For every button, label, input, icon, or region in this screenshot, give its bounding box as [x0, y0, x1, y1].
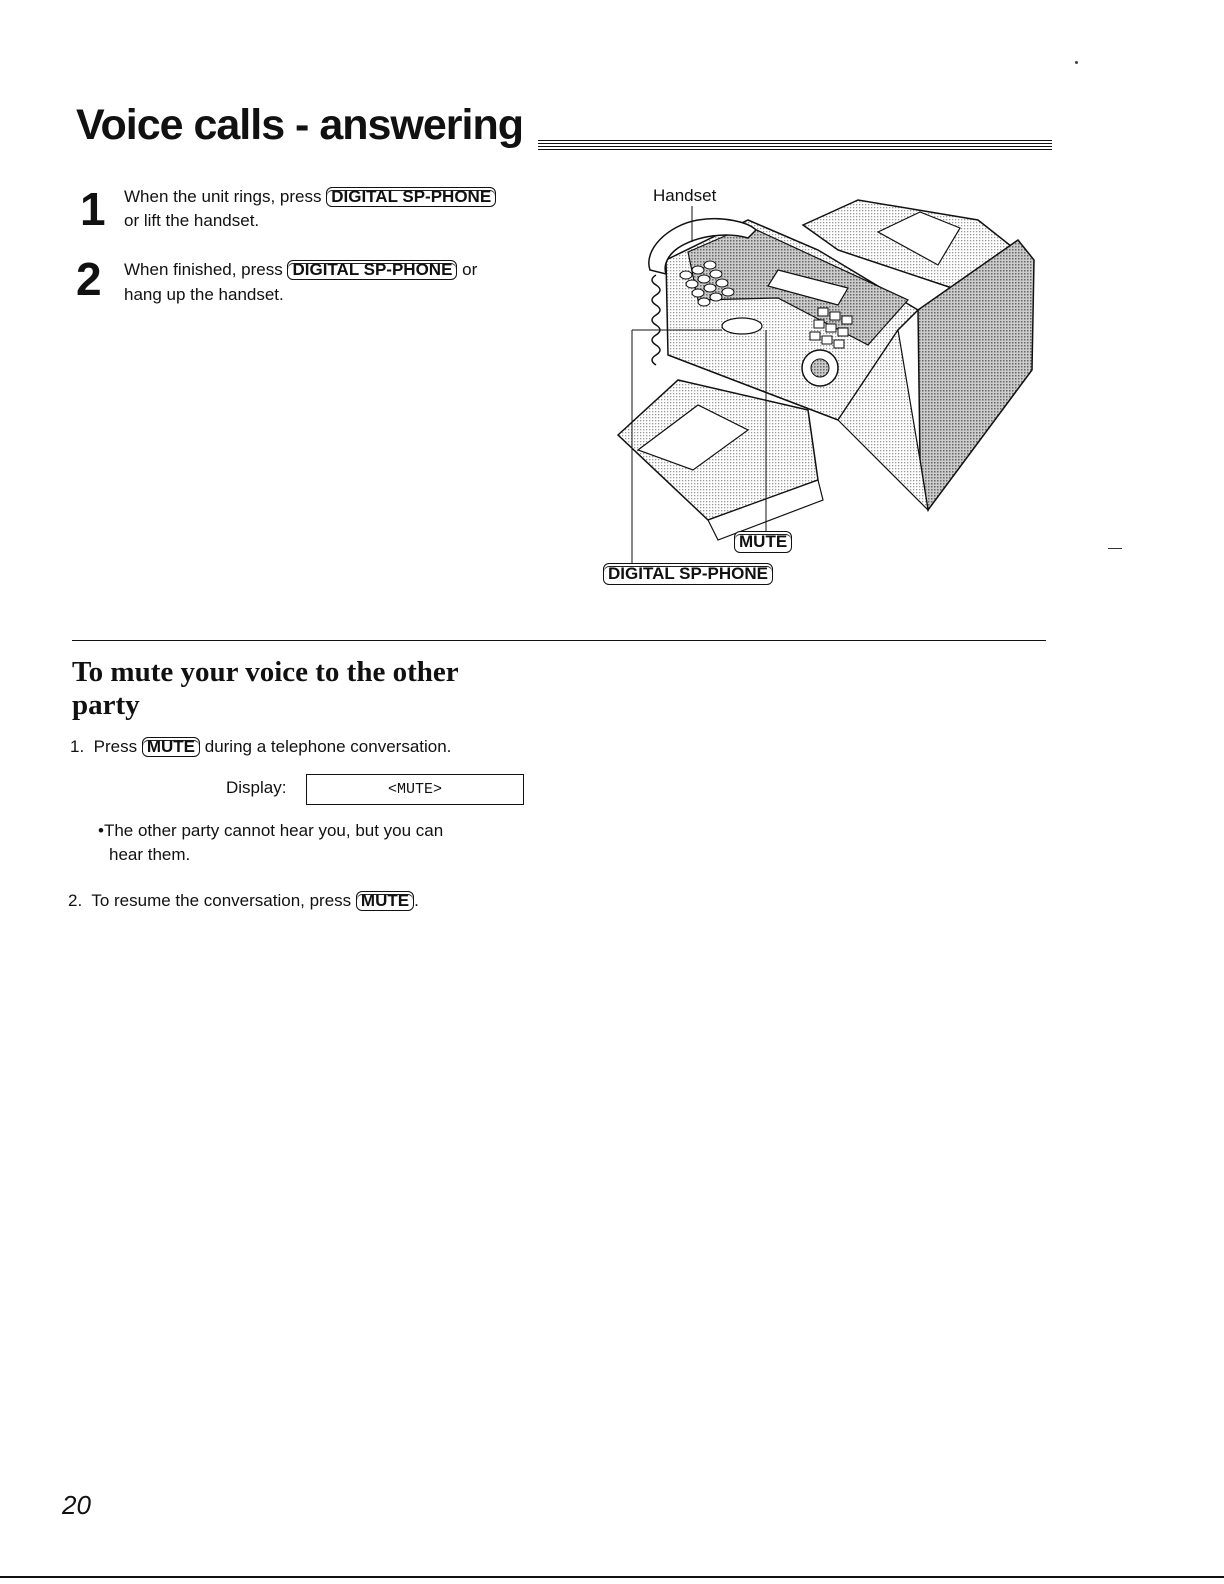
- scan-speck: [1075, 61, 1078, 64]
- mute-callout: [734, 531, 792, 553]
- digital-sp-phone-key: DIGITAL SP-PHONE: [287, 260, 457, 280]
- digital-sp-phone-key: DIGITAL SP-PHONE: [326, 187, 496, 207]
- lcd-display: <MUTE>: [306, 774, 524, 805]
- digital-sp-phone-key: DIGITAL SP-PHONE: [603, 563, 773, 585]
- mute-key: MUTE: [734, 531, 792, 553]
- mute-step-2-suffix: .: [414, 891, 419, 910]
- step-1-line-2: or lift the handset.: [124, 211, 260, 230]
- fax-machine-drawing: [598, 180, 1044, 590]
- mute-step-2-text: 2. To resume the conversation, press: [68, 891, 352, 910]
- step-2-line-2: hang up the handset.: [124, 285, 284, 304]
- title-rule: [538, 140, 1052, 150]
- section-heading: To mute your voice to the other party: [72, 656, 459, 721]
- handset-label: Handset: [653, 186, 717, 205]
- mute-step-1-suffix: during a telephone conversation.: [204, 737, 452, 756]
- mute-step-1-text: 1. Press: [70, 737, 138, 756]
- step-2-text: When finished, press: [124, 260, 283, 279]
- fax-machine-illustration: [598, 180, 1044, 590]
- mute-key: MUTE: [356, 891, 414, 911]
- step-1-line-1: [124, 185, 496, 209]
- step-1-text: When the unit rings, press: [124, 187, 322, 206]
- note-line-2: hear them.: [109, 845, 191, 864]
- mute-step-1: [70, 735, 451, 759]
- sp-phone-callout: [603, 563, 773, 585]
- note-line-1: •The other party cannot hear you, but you can: [98, 821, 444, 840]
- mute-step-2: [68, 889, 419, 913]
- bottom-rule: [0, 1576, 1224, 1578]
- page-number: 20: [62, 1490, 91, 1520]
- step-2-line-1: [124, 258, 477, 282]
- display-label: Display:: [226, 778, 287, 797]
- step-number-2: 2: [76, 253, 102, 305]
- step-number-1: 1: [80, 183, 106, 235]
- mute-key: MUTE: [142, 737, 200, 757]
- step-2-suffix: or: [462, 260, 478, 279]
- page-title: Voice calls - answering: [76, 101, 523, 149]
- section-divider: [72, 640, 1046, 641]
- scan-mark: [1108, 548, 1122, 549]
